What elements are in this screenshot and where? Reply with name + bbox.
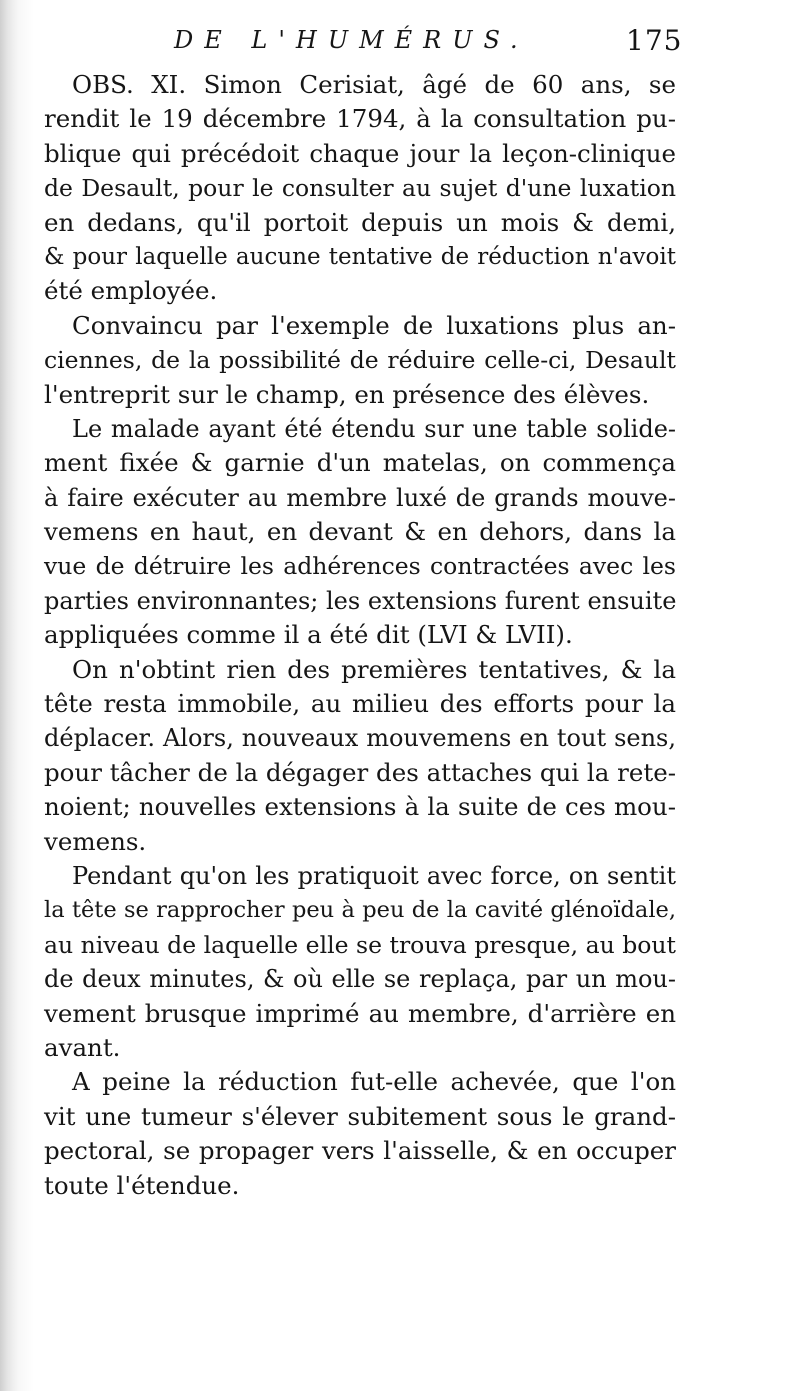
text-line: vement brusque imprimé au membre, d'arrière en xyxy=(44,998,676,1028)
paragraph xyxy=(44,653,676,859)
page-header xyxy=(0,26,800,66)
text-line: été employée. xyxy=(44,276,218,306)
text-line: la tête se rapprocher peu à peu de la cavité glénoïdale, xyxy=(44,897,676,924)
paragraph xyxy=(44,1065,676,1203)
text-line: déplacer. Alors, nouveaux mouvemens en tout sens, xyxy=(44,724,676,753)
text-line: OBS. XI. Simon Cerisiat, âgé de 60 ans, se xyxy=(72,70,676,99)
text-line: tête resta immobile, au milieu des efforts pour la xyxy=(44,689,676,719)
text-line: pectoral, se propager vers l'aisselle, & en occuper xyxy=(44,1136,676,1166)
text-line: vit une tumeur s'élever subitement sous le grand- xyxy=(44,1101,676,1131)
text-line: de Desault, pour le consulter au sujet d'une luxation xyxy=(44,174,676,203)
paragraph xyxy=(44,309,676,412)
text-line: parties environnantes; les extensions furent ensuite xyxy=(44,586,677,615)
running-head: DE L'HUMÉRUS. xyxy=(174,26,529,54)
text-line: A peine la réduction fut-elle achevée, que l'on xyxy=(72,1067,676,1097)
text-line: & pour laquelle aucune tentative de réduction n'avoit xyxy=(44,243,676,270)
text-line: toute l'étendue. xyxy=(44,1170,240,1200)
text-line: ciennes, de la possibilité de réduire celle-ci, Desault xyxy=(44,346,676,375)
text-line: rendit le 19 décembre 1794, à la consultation pu- xyxy=(44,104,676,134)
paragraph xyxy=(44,412,676,653)
text-line: ment fixée & garnie d'un matelas, on commença xyxy=(44,448,676,478)
text-line: vemens. xyxy=(44,826,147,856)
text-line: au niveau de laquelle elle se trouva presque, au bout xyxy=(44,930,676,959)
page-number: 175 xyxy=(626,24,683,57)
paragraph xyxy=(44,68,676,309)
text-line: à faire exécuter au membre luxé de grands mouve- xyxy=(44,483,676,512)
text-line: l'entreprit sur le champ, en présence des élèves. xyxy=(44,379,650,409)
paragraph xyxy=(44,859,676,1065)
text-line: blique qui précédoit chaque jour la leçon-clinique xyxy=(44,138,676,168)
text-line: Pendant qu'on les pratiquoit avec force, on sentit xyxy=(72,861,676,890)
text-line: Convaincu par l'exemple de luxations plus an- xyxy=(72,310,676,340)
text-line: appliquées comme il a été dit (LVI & LVII). xyxy=(44,620,573,650)
text-line: en dedans, qu'il portoit depuis un mois & demi, xyxy=(44,207,676,237)
text-line: Le malade ayant été étendu sur une table solide- xyxy=(72,414,676,443)
text-line: noient; nouvelles extensions à la suite de ces mou- xyxy=(44,792,676,822)
text-line: vemens en haut, en devant & en dehors, dans la xyxy=(44,517,676,547)
text-line: avant. xyxy=(44,1032,121,1062)
text-line: On n'obtint rien des premières tentatives, & la xyxy=(72,654,676,684)
text-line: de deux minutes, & où elle se replaça, par un mou- xyxy=(44,965,676,994)
text-line: pour tâcher de la dégager des attaches qui la rete- xyxy=(44,757,676,787)
text-line: vue de détruire les adhérences contractées avec les xyxy=(44,552,676,581)
body-text xyxy=(44,68,676,1203)
